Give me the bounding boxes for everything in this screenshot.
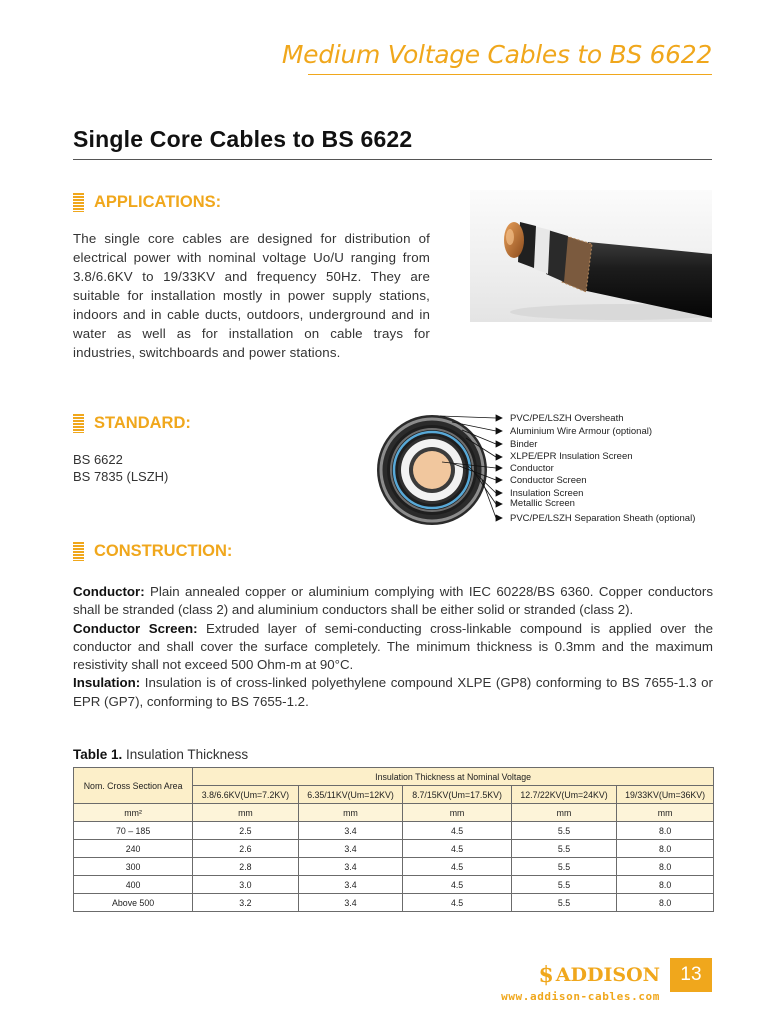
table-header-row (74, 768, 714, 786)
conductor-screen-label: Conductor Screen: (73, 620, 198, 636)
insulation-label: Insulation: (73, 675, 141, 691)
table-cell: 8.0 (617, 822, 714, 840)
diagram-label-insulation-screen-2: Insulation Screen (510, 488, 584, 499)
standard-list (73, 452, 168, 485)
unit-cell: mm² (74, 804, 193, 822)
table-cell: 4.5 (403, 894, 511, 912)
conductor-screen-paragraph (73, 620, 713, 675)
insulation-paragraph (73, 674, 713, 711)
applications-heading (73, 193, 221, 212)
table-row (74, 822, 714, 840)
standard-item: BS 6622 (73, 452, 123, 467)
construction-text (73, 583, 713, 711)
running-header-title: Medium Voltage Cables to BS 6622 (281, 40, 712, 69)
table-cell: 4.5 (403, 840, 511, 858)
section-marker-icon (73, 542, 84, 561)
table-cell: Above 500 (74, 894, 193, 912)
table-cell: 5.5 (511, 876, 616, 894)
diagram-label-armour: Aluminium Wire Armour (optional) (510, 426, 653, 437)
section-marker-icon (73, 414, 84, 433)
table-caption-label: Table 1. (73, 747, 123, 762)
header-voltage: 6.35/11KV(Um=12KV) (298, 786, 403, 804)
header-cross-section: Nom. Cross Section Area (74, 768, 193, 804)
insulation-text: Insulation is of cross-linked polyethylene compound XLPE (GP8) conforming to BS 7655-1.3 or EPR (GP7), conforming to BS 7655-1.2. (73, 675, 713, 709)
table-cell: 70 – 185 (74, 822, 193, 840)
table-caption-text: Insulation Thickness (122, 747, 249, 762)
table-caption (73, 747, 248, 762)
brand-name: ADDISON (555, 964, 660, 986)
conductor-text: Plain annealed copper or aluminium complying with IEC 60228/BS 6360. Copper conductors shall be stranded (class 2) and aluminium conductors shall be either solid or stranded (class 2). (73, 584, 713, 618)
diagram-label-binder: Binder (510, 439, 538, 450)
table-cell: 4.5 (403, 876, 511, 894)
table-cell: 4.5 (403, 822, 511, 840)
header-voltage: 8.7/15KV(Um=17.5KV) (403, 786, 511, 804)
title-divider (73, 159, 712, 160)
table-row (74, 894, 714, 912)
table-cell: 8.0 (617, 840, 714, 858)
table-row (74, 840, 714, 858)
table-cell: 8.0 (617, 894, 714, 912)
table-cell: 3.4 (298, 858, 403, 876)
standard-item: BS 7835 (LSZH) (73, 468, 169, 484)
diagram-label-insulation-screen: XLPE/EPR Insulation Screen (510, 451, 633, 462)
table-cell: 5.5 (511, 840, 616, 858)
standard-heading (73, 414, 191, 433)
table-cell: 5.5 (511, 894, 616, 912)
unit-cell: mm (403, 804, 511, 822)
conductor-screen-text: Extruded layer of semi-conducting cross-linkable compound is applied over the conductor and shall cover the surface completely. The minimum thickness is 0.3mm and the maximum resistivity shall not exceed 500 Ohm-m at 90°C. (73, 620, 713, 673)
table-cell: 300 (74, 858, 193, 876)
unit-cell: mm (298, 804, 403, 822)
applications-text: The single core cables are designed for distribution of electrical power with nominal voltage Uo/U ranging from 3.8/6.6KV to 19/33KV and frequency 50Hz. They are suitable for installation mostly in power supply stations, indoors and in cable ducts, outdoors, underground and in water as well as for installation on cable trays for industries, switchboards and power stations. (73, 231, 430, 360)
table-cell: 400 (74, 876, 193, 894)
cable-photo (470, 190, 712, 322)
table-cell: 2.8 (193, 858, 298, 876)
website-link[interactable]: www.addison-cables.com (501, 990, 660, 1003)
header-voltage: 3.8/6.6KV(Um=7.2KV) (193, 786, 298, 804)
table-row (74, 858, 714, 876)
cable-cross-section-diagram (370, 400, 740, 540)
table-cell: 2.5 (193, 822, 298, 840)
insulation-thickness-table (73, 767, 714, 912)
addison-logo-icon: $ (538, 962, 554, 988)
table-units-row (74, 804, 714, 822)
table-cell: 5.5 (511, 858, 616, 876)
diagram-label-metallic-screen: Metallic Screen (510, 498, 575, 509)
addison-logo (538, 962, 660, 988)
diagram-label-separation-sheath: PVC/PE/LSZH Separation Sheath (optional) (510, 513, 696, 524)
page-title: Single Core Cables to BS 6622 (73, 126, 413, 152)
page-number: 13 (670, 958, 712, 992)
section-marker-icon (73, 193, 84, 212)
table-cell: 3.4 (298, 876, 403, 894)
table-cell: 240 (74, 840, 193, 858)
diagram-label-conductor: Conductor (510, 463, 554, 474)
table-cell: 8.0 (617, 858, 714, 876)
unit-cell: mm (511, 804, 616, 822)
header-voltage: 19/33KV(Um=36KV) (617, 786, 714, 804)
diagram-label-conductor-screen: Conductor Screen (510, 475, 587, 486)
header-insulation-group: Insulation Thickness at Nominal Voltage (193, 768, 714, 786)
table-cell: 3.4 (298, 894, 403, 912)
applications-heading-label: APPLICATIONS: (94, 193, 222, 211)
unit-cell: mm (617, 804, 714, 822)
unit-cell: mm (193, 804, 298, 822)
table-cell: 4.5 (403, 858, 511, 876)
table-cell: 3.4 (298, 840, 403, 858)
table-cell: 5.5 (511, 822, 616, 840)
table-cell: 3.2 (193, 894, 298, 912)
standard-heading-label: STANDARD: (94, 414, 191, 432)
construction-heading (73, 542, 232, 561)
conductor-label: Conductor: (73, 584, 145, 599)
table-cell: 3.4 (298, 822, 403, 840)
table-cell: 2.6 (193, 840, 298, 858)
table-cell: 8.0 (617, 876, 714, 894)
table-cell: 3.0 (193, 876, 298, 894)
construction-heading-label: CONSTRUCTION: (94, 542, 233, 560)
header-divider (308, 74, 712, 75)
conductor-paragraph (73, 583, 713, 620)
table-row (74, 876, 714, 894)
diagram-label-oversheath: PVC/PE/LSZH Oversheath (510, 413, 624, 424)
header-voltage: 12.7/22KV(Um=24KV) (511, 786, 616, 804)
